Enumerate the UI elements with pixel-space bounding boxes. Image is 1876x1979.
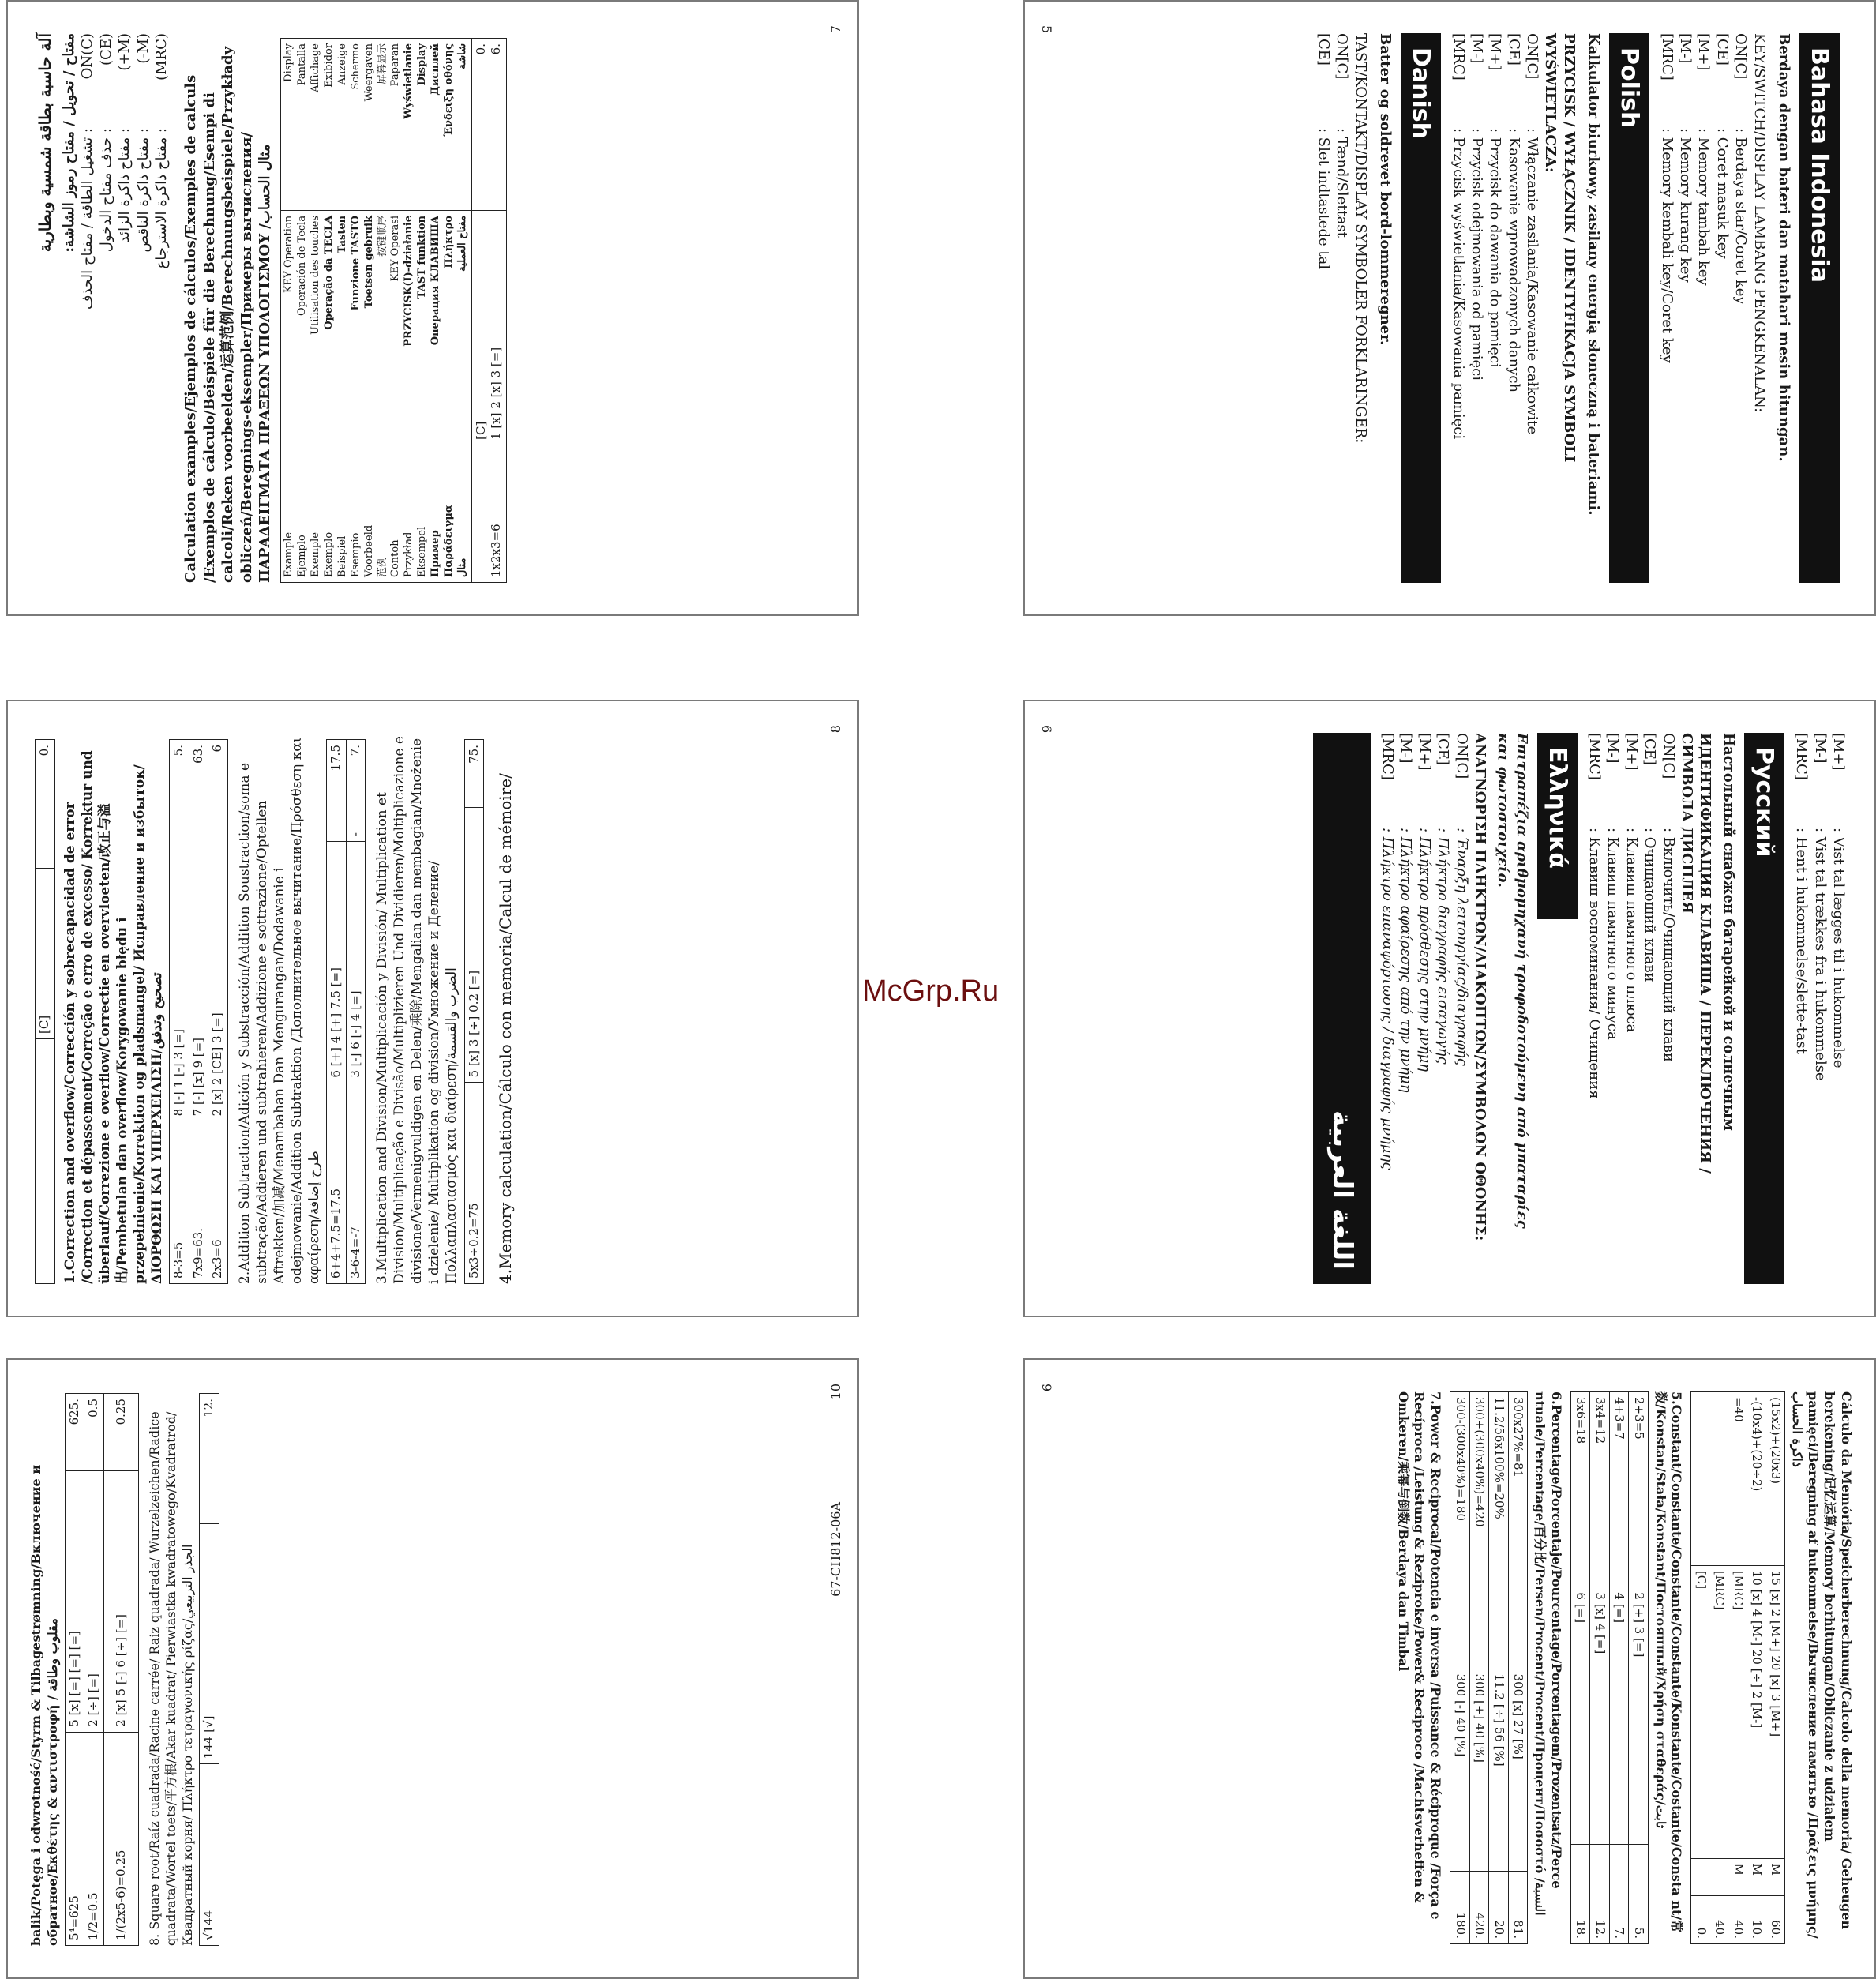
- key-row: [M-] : Клавиш памятного минуса: [1604, 733, 1622, 1040]
- page-9: [1023, 1358, 1876, 1979]
- square-root-title: 8. Square root/Raíz cuadrada/Racine carrée/ Raiz quadrada/ Wurzelzeichen/Radice quadrata/Wortel toets/平方根/Akar kuadrat/ Pierwiastka kwadratowego/Kvadratrod/Квадратный корня/ Πλήκτρο τετραγωνικής ρίζας/الجذر التربيعي: [147, 1411, 195, 1946]
- key-row: [CE] : Очищающий клави: [1642, 733, 1659, 982]
- calc-examples-title: Calculation examples/Ejemplos de cálculos/Exemples de calculs /Exemplos de cálculo/Beispiele für die Berechnung/Esempi di calcoli/Reken voorbeelden/运算范例/Berechnungsbeispiele/Przykłady obliczeń/Beregnings-eksempler/Примеры вычисления/ΠΑΡΑΔΕΙΓΜΑΤΑ ΠΡΑΞΕΩΝ ΥΠΟΛΟΓΙΣΜΟΥ /مثال الحساب: [182, 46, 273, 583]
- polish-intro: Kalkulator biurkowy, zasilany energią słoneczną i bateriami.: [1585, 33, 1603, 516]
- power-table: [65, 1393, 140, 1946]
- key-row: [CE] : Slet indtastede tal: [1315, 33, 1332, 270]
- table-row: 1/2=0.5 2 [÷] [=] 0.5: [84, 1394, 104, 1946]
- table-row: 300+(300x40%)=420 300 [+] 40 [%] 420.: [1469, 1392, 1489, 1944]
- key-row: [MRC] : Клавиш воспоминания/ Очищения: [1586, 733, 1604, 1099]
- key-row: ON[C] : Έναρξη λειτουργίας/διαγραφής: [1453, 733, 1470, 1066]
- polish-key-list: [1449, 33, 1541, 583]
- polish-header: Polish: [1609, 33, 1649, 583]
- danish-key-list: [1315, 33, 1352, 583]
- table-row: 7x9=63. 7 [-] [x] 9 [=] 63.: [189, 740, 208, 1284]
- page-number: 5: [1038, 25, 1054, 34]
- arabic-key-list: [78, 33, 171, 583]
- table-header-row: [281, 39, 471, 583]
- key-row: [CE] : Kasowanie wprowadzonych danych: [1505, 33, 1522, 393]
- key-row: ON[C] : Tænd/Slettast: [1334, 33, 1351, 238]
- table-row: 5x3÷0.2=75 5 [x] 3 [÷] 0.2 [=] 75.: [464, 740, 484, 1284]
- greek-key-list: [1379, 733, 1471, 1284]
- danish-intro: Batter og soldrevet bord-lommeregner.: [1377, 33, 1394, 346]
- key-row: [MRC] : Memory kembali key/Coret key: [1658, 33, 1675, 363]
- key-row: [MRC] : Hent i hukommelse/slette-tast: [1793, 733, 1810, 1054]
- danish-key-list-continued: [1792, 733, 1848, 1284]
- constant-title: 5.Constant/Constante/Constante/Constante/Konstante/Costante/Consta nt/常数/Konstan/Stała/Konstant/Постоянный/Χρήση σταθεράς/ثابت: [1653, 1391, 1685, 1933]
- header-example-cell: Example Ejemplo Exemple Exemplo Beispiel Esempio Voorbeeld 范例 Contoh Przykład Eksempel Пример Παράδειγμα مثال: [281, 445, 471, 582]
- multiplication-table: [464, 739, 485, 1284]
- indonesian-intro: Berdaya dengan bateri dan matahari mesin hitungan.: [1776, 33, 1792, 462]
- correction-title: 1.Correction and overflow/Corrección y sobrecapacidad de error /Correction et dépassement/Correção e erro de excesso/ Korrektur und überlauf/Correzione e overflow/Correctie en overvloeten/改正与溢出/Pembetulan dan overflow/Korygowanie błędu i przepełnienie/Korrektion og pladsmangel/ Исправление и избыток/ΔΙΟΡΘΩΣΗ ΚΑΙ ΥΠΕΡΧΕΙΛΙΣΗ/تصحيح وتدفق: [62, 750, 165, 1284]
- key-row: [CE] : Πλήκτρο διαγραφής εισαγωγής: [1435, 733, 1452, 1065]
- table-row: [C] 0.: [36, 740, 55, 1284]
- table-row: 4+3=7 4 [=] 7.: [1609, 1392, 1629, 1944]
- page-number: 6: [1038, 725, 1054, 734]
- page-8: [6, 700, 859, 1317]
- model-number: 67-CH812-06A: [828, 1502, 844, 1597]
- header-display-cell: Display Pantalla Affichage Exibidor Anzeige Schermo Weergaven 屏幕显示 Paparan Wyświetlanie Display Дисплей Ένδειξη οθόνης شاشة: [281, 39, 471, 211]
- table-row: 2+3=5 2 [+] 3 [=] 5.: [1629, 1392, 1649, 1944]
- power-title: 7.Power & Reciprocal/Potencia e inversa /Puissance & Réciproque /Força e Recíproca /Leistung & Reziproke/Power& Reciproco /Machtsverheffen & Omkeren/乘幂与倒数/Berdaya dan Timbal: [1395, 1391, 1444, 1920]
- page-10: [6, 1358, 859, 1979]
- power-title-continued: balik/Potęga i odwrotność/Styrm & Tilbagestrømning/Включение и обратное/Εκθέτης & αντιστροφή / مقلوب وطاقة: [28, 1464, 60, 1946]
- arabic-title: آلة حاسبة بطاقة شمسية وبطارية: [36, 33, 54, 253]
- russian-title: ИДЕНТИФИКАЦИЯ КЛАВИША / ПЕРЕКЛЮЧЕНИЯ / СИМВОЛА ДИСПЛЕЯ: [1679, 733, 1714, 1174]
- correction-table: [169, 739, 228, 1284]
- addition-title: 2.Addition Subtraction/Adición y Substracción/Addition Soustraction/soma e subtração/Addieren und subtrahieren/Addizione e sottrazione/Optellen Aftrekken/加减/Menambahan Dan Mengurangan/Dodawanie i odejmowanie/Addition Subtraktion /Дополнительное вычитание/Πρόσθεση και αφαίρεση/طرح إضافة: [236, 737, 322, 1284]
- russian-key-list: [1585, 733, 1678, 1284]
- table-row: 11.2/56x100%=20% 11.2 [÷] 56 [%] 20.: [1489, 1392, 1509, 1944]
- key-row: [M+] : Клавиш памятного плюса: [1623, 733, 1640, 1033]
- table-row: =40 [MRC] M 40.: [1728, 1392, 1747, 1944]
- table-row: [C] 0.: [1691, 1392, 1710, 1944]
- page-7: [6, 0, 859, 616]
- page-number: 10: [828, 1384, 844, 1400]
- key-row: [M+] : Memory tambah key: [1695, 33, 1713, 286]
- page-number: 9: [1038, 1384, 1054, 1392]
- greek-title: ΑΝΑΓΝΩΡΙΣΗ ΠΛΗΚΤΡΩΝ/ΔΙΑΚΟΠΤΩΝ/ΣΥΜΒΟΛΩΝ ΟΘΟΝΗΣ:: [1471, 733, 1488, 1241]
- russian-header: Русский: [1744, 733, 1784, 1284]
- page-6: [1023, 700, 1876, 1317]
- multiplication-title: 3.Multiplication and Division/Multiplicación y División/ Multiplication et Division/Multiplicação e Divisão/Multiplizieren Und Dividieren/Moltiplicazione e divisione/Vermenigvuldigen en Delen/乘除/Mengalian dan membagian/Mnożenie i dzielenie/ Multiplikation og division/Умножение и Деление/ Πολλαπλασιασμός και διαίρεση/الضرب والقسمة: [374, 736, 460, 1284]
- memory-table: [1690, 1391, 1785, 1944]
- key-row: (MRC) : مفتاح ذاكرة الاسترجاع: [152, 33, 170, 269]
- key-row: ON(C) : تشغيل الطاقة / مفتاح الحذف: [79, 33, 96, 310]
- key-row: [M-] : Vist tal trækkes fra i hukommelse: [1811, 733, 1829, 1081]
- greek-intro: Επιτραπέζια αριθμομηχανή τροφοδοτούμενη από μπαταρίες και φωτοστοιχείο.: [1495, 733, 1530, 1229]
- key-row: ON[C] : Berdaya star/Coret key: [1732, 33, 1750, 305]
- key-row: (M+) : مفتاح ذاكرة الزائد: [116, 33, 133, 243]
- key-row: (CE) : حذف مفتاح الدخول: [97, 33, 114, 253]
- russian-intro: Настольный снабжен батарейкой и солнечным: [1720, 733, 1737, 1131]
- percentage-title: 6.Percentage/Porcentaje/Pourcentage/Porcentagem/Prozentsatz/Perce ntuale/Percentage/百分比/Persen/Procent/Procent/Процент/Ποσοστό /النسبة: [1532, 1391, 1564, 1916]
- table-row: 1/(2x5-6)=0.25 2 [x] 5 [-] 6 [÷] [=] 0.25: [103, 1394, 139, 1946]
- key-row: [M-] : Przycisk odejmowania od pamięci: [1468, 33, 1485, 381]
- page-number: 8: [828, 725, 844, 734]
- table-row: 3x4=12 3 [x] 4 [=] 12.: [1590, 1392, 1610, 1944]
- table-row: (15x2)+(20x3) 15 [x] 2 [M+] 20 [x] 3 [M+] M 60.: [1765, 1392, 1784, 1944]
- percentage-table: [1450, 1391, 1528, 1944]
- addition-table: [326, 739, 366, 1284]
- key-row: [MRC] : Πλήκτρο επαναφόρτωσης / διαγραφής μνήμης: [1379, 733, 1396, 1170]
- calc-example-table: [280, 38, 506, 583]
- key-row: [MRC] : Przycisk wyświetlania/Kasowania pamięci: [1450, 33, 1467, 440]
- greek-header: Ελληνικά: [1537, 733, 1578, 919]
- key-row: (M-) : مفتاح ذاكرة الناقص: [134, 33, 152, 253]
- arabic-header: اللغة العربية: [1313, 733, 1370, 1284]
- table-row: 6+4+7.5=17.5 6 [+] 4 [+] 7.5 [=] 17.5: [327, 740, 347, 1284]
- key-row: [M-] : Memory kurang key: [1677, 33, 1694, 283]
- overflow-reset-table: [35, 739, 55, 1284]
- key-row: ON[C] : Włączanie zasilania/Kasowanie całkowite: [1524, 33, 1541, 435]
- table-row: 5⁴=625 5 [x] [=] [=] [=] 625.: [65, 1394, 84, 1946]
- indonesian-title: KEY/SWITCH/DISPLAY LAMBANG PENGKENALAN:: [1750, 33, 1768, 413]
- page-5: [1023, 0, 1876, 616]
- polish-title: PRZYCISK / WYŁĄCZNIK / IDENTYFIKACJA SYMBOLI WYŚWIETLACZA:: [1542, 33, 1578, 463]
- constant-table: [1570, 1391, 1649, 1944]
- key-row: [M+] : Πλήκτρο πρόσθεσης στην μνήμη: [1416, 733, 1433, 1072]
- table-row: 1x2x3=6 [C] 1 [x] 2 [x] 3 [=] 0. 6.: [471, 39, 506, 583]
- danish-header: Danish: [1401, 33, 1441, 583]
- square-root-table: [199, 1393, 219, 1946]
- key-row: ON[C] : Включить/Очищающий клави: [1660, 733, 1677, 1062]
- table-row: 3x6=18 6 [=] 18.: [1570, 1392, 1590, 1944]
- table-row: 3-6-4=-7 3 [-] 6 [-] 4 [=] - 7.: [346, 740, 366, 1284]
- danish-title: TAST/KONTAKT/DISPLAY SYMBOLER FORKLARINGER:: [1352, 33, 1369, 444]
- table-row: 300x27%=81 300 [x] 27 [%] 81.: [1508, 1392, 1528, 1944]
- indonesian-key-list: [1657, 33, 1750, 583]
- page-number: 7: [828, 25, 844, 34]
- key-row: [M+] : Przycisk do dawania do pamięci: [1487, 33, 1504, 368]
- key-row: [M+] : Vist tal lægges til i hukommelse: [1830, 733, 1847, 1068]
- table-row: 2x3=6 2 [x] 2 [CE] 3 [=] 6: [208, 740, 228, 1284]
- table-row: √144 144 [√] 12.: [200, 1394, 219, 1946]
- arabic-subtitle: مفتاح / تحويل / مفتاح رموز الشاشة:: [61, 33, 77, 253]
- watermark: McGrp.Ru: [862, 974, 1000, 1008]
- indonesian-header: Bahasa Indonesia: [1799, 33, 1840, 583]
- key-row: [CE] : Coret masuk key: [1713, 33, 1731, 259]
- table-row: [MRC] 40.: [1710, 1392, 1729, 1944]
- memory-calc-title-continued: Cálculo da Memória/Speicherberechnung/Calcolo della memoria/ Geheugen berekening/记忆运算/Memory berhitungan/Obliczanie z udziałem pamięci/Beregning af hukommelse/Вычисление памятью /Πράξεις μνήμης/ذاكرة الحساب: [1789, 1391, 1854, 1939]
- table-row: 8-3=5 8 [-] 1 [-] 3 [=] 5.: [170, 740, 189, 1284]
- table-row: -(10x4)+(20÷2) 10 [x] 4 [M-] 20 [÷] 2 [M-] M 10.: [1747, 1392, 1766, 1944]
- header-key-cell: KEY Operation Operación de Tecla Utilisation des touches Operação da TECLA Tasten Funzione TASTO Toetsen gebruik 按键顺序 KEY Operasi PRZYCISK(I)-działanie TAST funktion Операция КЛАВИША Πλήκτρο مفتاح العملية: [281, 210, 471, 445]
- memory-calc-title: 4.Memory calculation/Cálculo con memoria/Calcul de mémoire/: [496, 773, 515, 1284]
- key-row: [M-] : Πλήκτρο αφαίρεσης από την μνήμη: [1398, 733, 1415, 1093]
- table-row: 300-(300x40%)=180 300 [-] 40 [%] 180.: [1450, 1392, 1470, 1944]
